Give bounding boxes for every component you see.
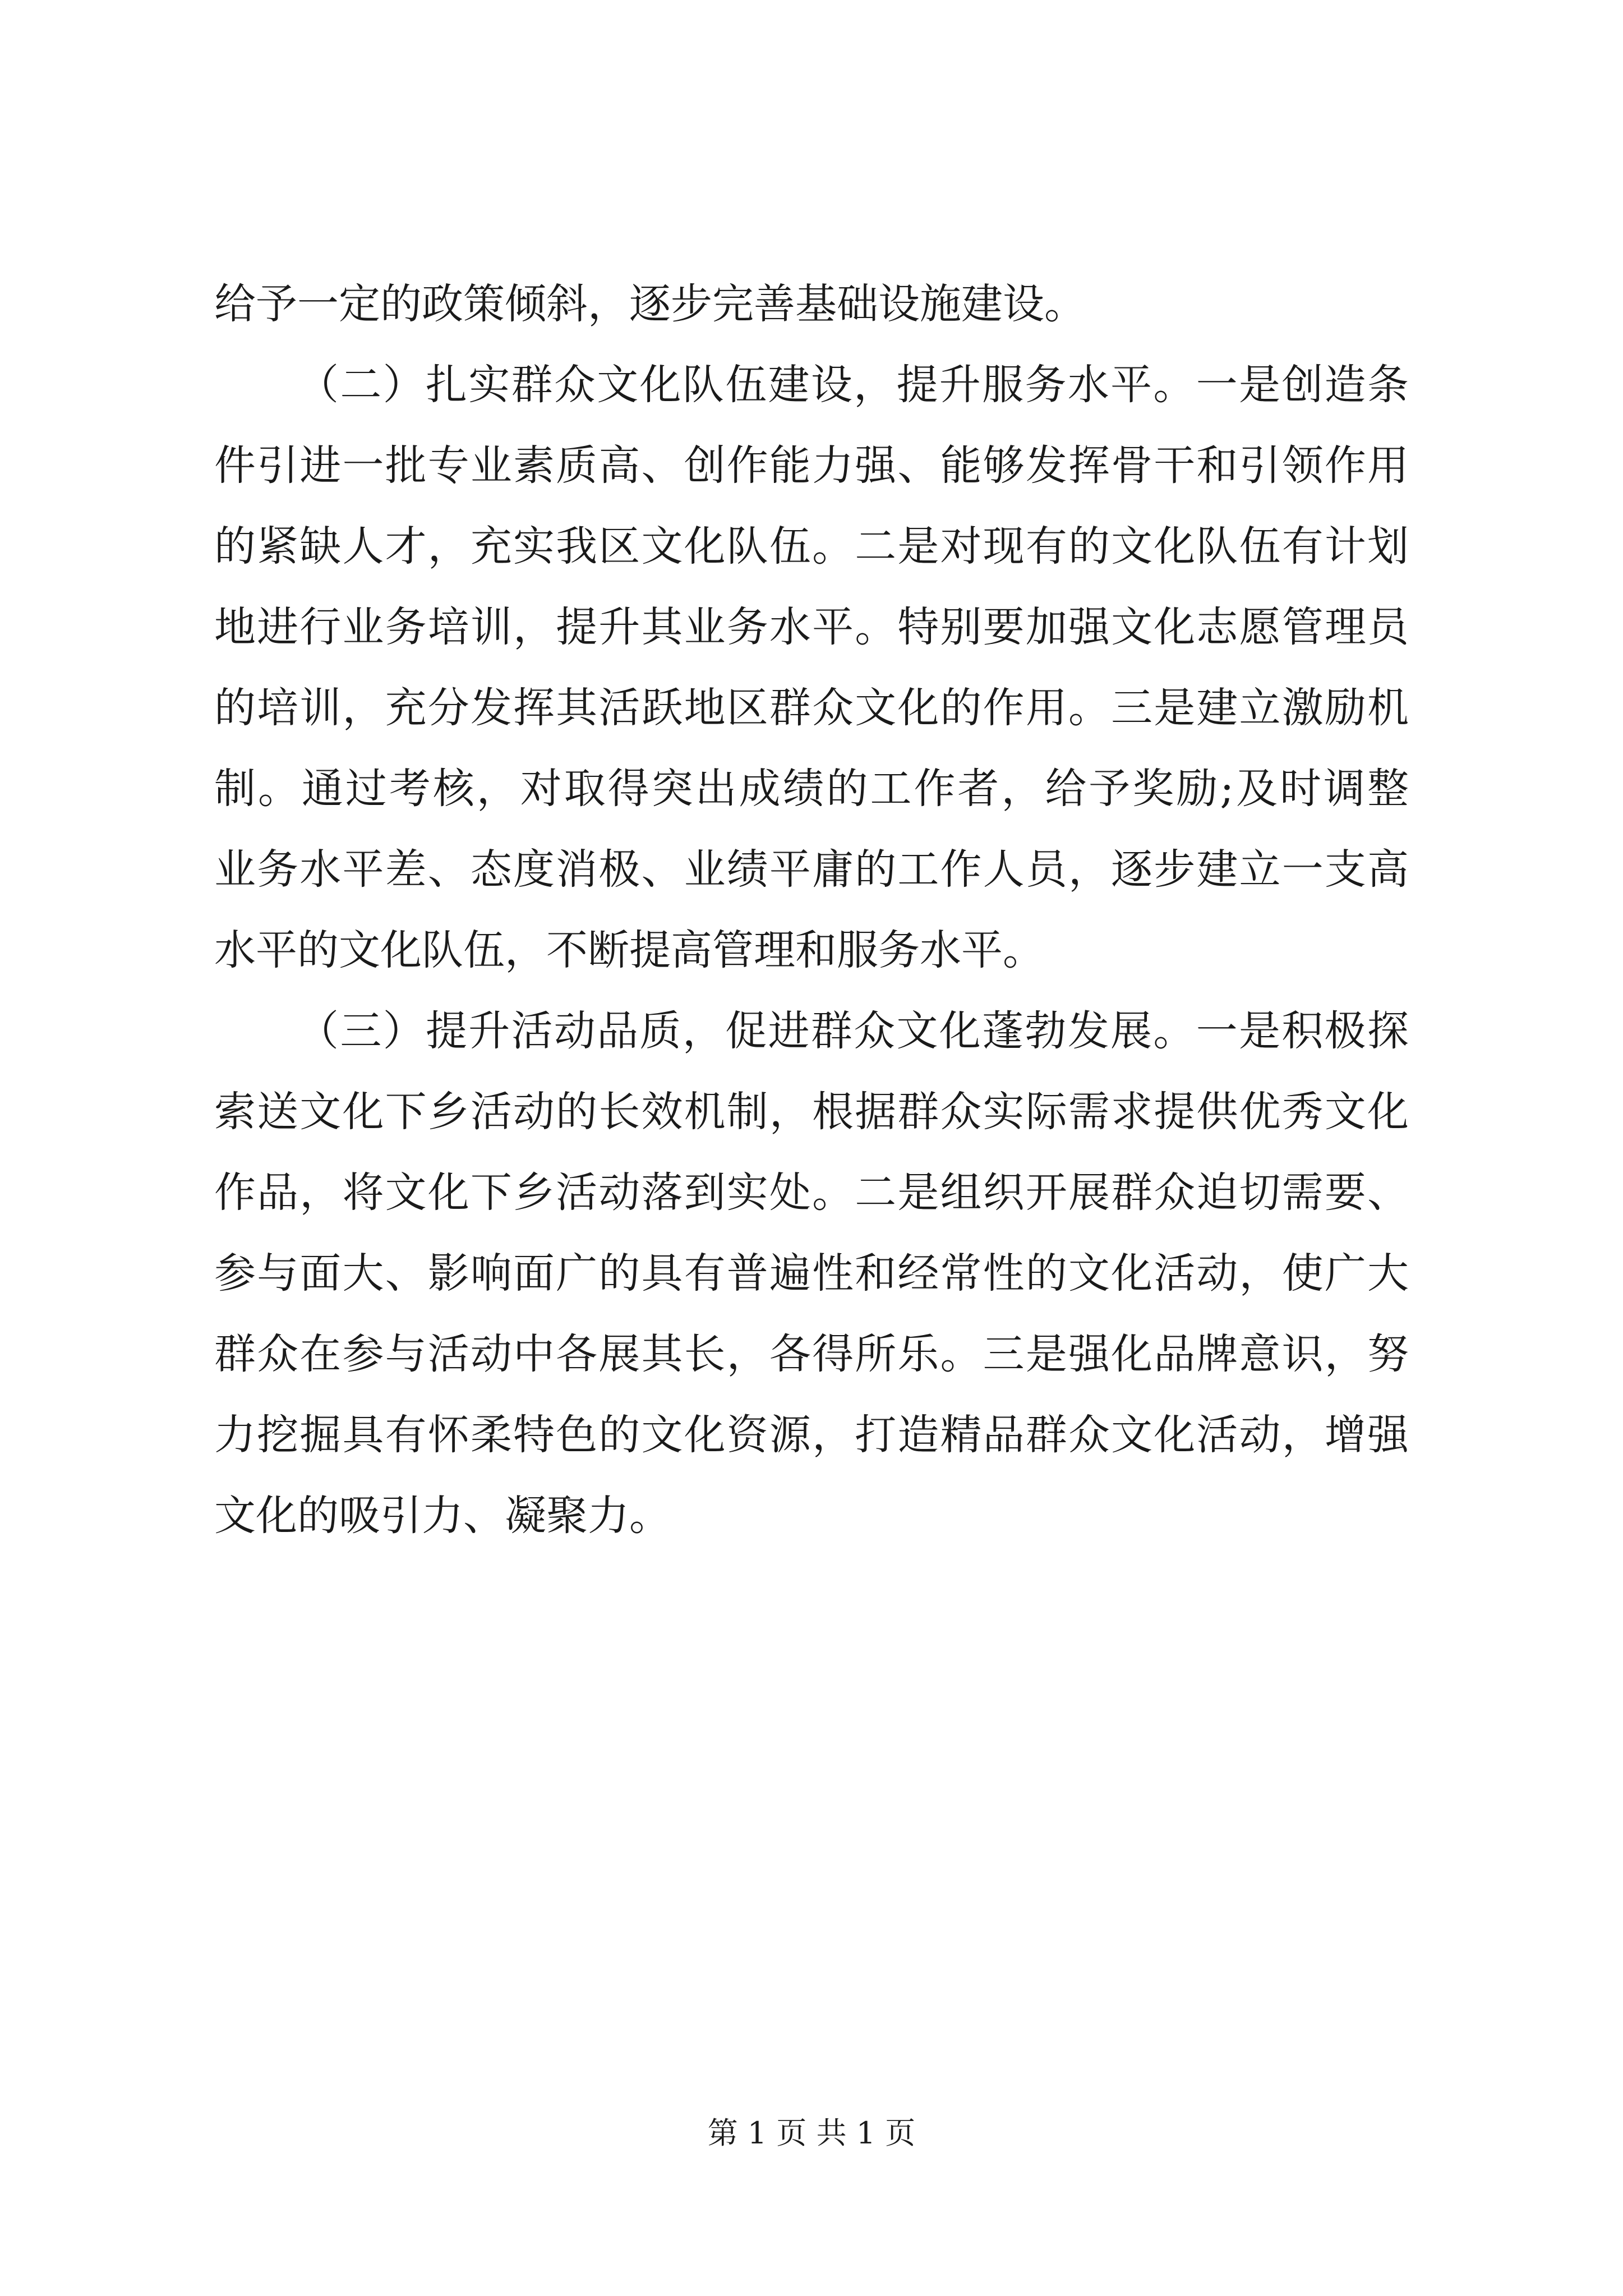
text-line: 参与面大、影响面广的具有普遍性和经常性的文化活动，使广大 (214, 1249, 1409, 1297)
page-footer (0, 2114, 1623, 2153)
text-line: 文化的吸引力、凝聚力。 (214, 1492, 671, 1540)
text-line: 作品，将文化下乡活动落到实处。二是组织开展群众迫切需要、 (214, 1168, 1409, 1217)
text-line: 件引进一批专业素质高、创作能力强、能够发挥骨干和引领作用 (214, 441, 1409, 490)
text-line: 群众在参与活动中各展其长，各得所乐。三是强化品牌意识，努 (214, 1330, 1409, 1378)
text-line: 力挖掘具有怀柔特色的文化资源，打造精品群众文化活动，增强 (214, 1411, 1409, 1459)
text-line: 索送文化下乡活动的长效机制，根据群众实际需求提供优秀文化 (214, 1088, 1409, 1136)
text-line: 地进行业务培训，提升其业务水平。特别要加强文化志愿管理员 (214, 603, 1409, 651)
paragraph-2-first-line: （二）扎实群众文化队伍建设，提升服务水平。一是创造条 (297, 361, 1409, 409)
text-line: 的紧缺人才，充实我区文化队伍。二是对现有的文化队伍有计划 (214, 522, 1409, 570)
text-line: 的培训，充分发挥其活跃地区群众文化的作用。三是建立激励机 (214, 684, 1409, 732)
paragraph-3-first-line: （三）提升活动品质，促进群众文化蓬勃发展。一是积极探 (297, 1007, 1409, 1055)
page-number-label: 第 1 页 共 1 页 (707, 2115, 916, 2151)
text-line: 给予一定的政策倾斜，逐步完善基础设施建设。 (214, 280, 1086, 328)
text-line: 业务水平差、态度消极、业绩平庸的工作人员，逐步建立一支高 (214, 845, 1409, 894)
text-line: 制。通过考核，对取得突出成绩的工作者，给予奖励;及时调整 (214, 765, 1409, 813)
document-body (214, 264, 1409, 1556)
text-line: 水平的文化队伍，不断提高管理和服务水平。 (214, 926, 1044, 974)
